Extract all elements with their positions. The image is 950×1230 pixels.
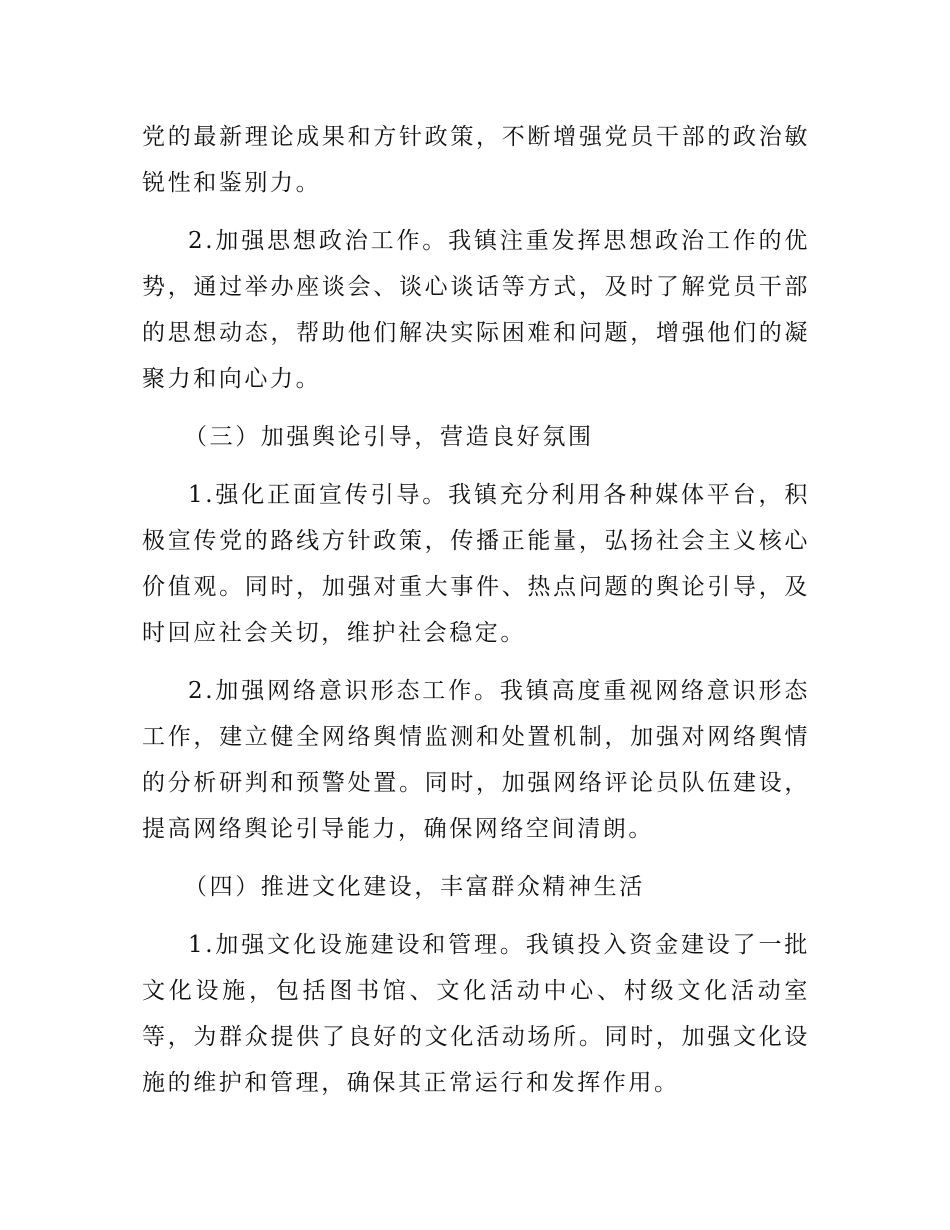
body-paragraph: 党的最新理论成果和方针政策，不断增强党员干部的政治敏锐性和鉴别力。 — [142, 124, 810, 196]
body-paragraph: 1.强化正面宣传引导。我镇充分利用各种媒体平台，积极宣传党的路线方针政策，传播正能量，弘扬社会主义核心价值观。同时，加强对重大事件、热点问题的舆论引导，及时回应社会关切，维护社会稳定。 — [142, 482, 810, 646]
body-paragraph: 2.加强网络意识形态工作。我镇高度重视网络意识形态工作，建立健全网络舆情监测和处置机制，加强对网络舆情的分析研判和预警处置。同时，加强网络评论员队伍建设，提高网络舆论引导能力，确保网络空间清朗。 — [142, 678, 810, 842]
document-body — [142, 114, 810, 1118]
section-heading: （四）推进文化建设，丰富群众精神生活 — [184, 874, 645, 900]
section-heading: （三）加强舆论引导，营造良好氛围 — [184, 424, 594, 450]
body-paragraph: 2.加强思想政治工作。我镇注重发挥思想政治工作的优势，通过举办座谈会、谈心谈话等方式，及时了解党员干部的思想动态，帮助他们解决实际困难和问题，增强他们的凝聚力和向心力。 — [142, 228, 810, 392]
body-paragraph: 1.加强文化设施建设和管理。我镇投入资金建设了一批文化设施，包括图书馆、文化活动中心、村级文化活动室等，为群众提供了良好的文化活动场所。同时，加强文化设施的维护和管理，确保其正常运行和发挥作用。 — [142, 932, 810, 1096]
